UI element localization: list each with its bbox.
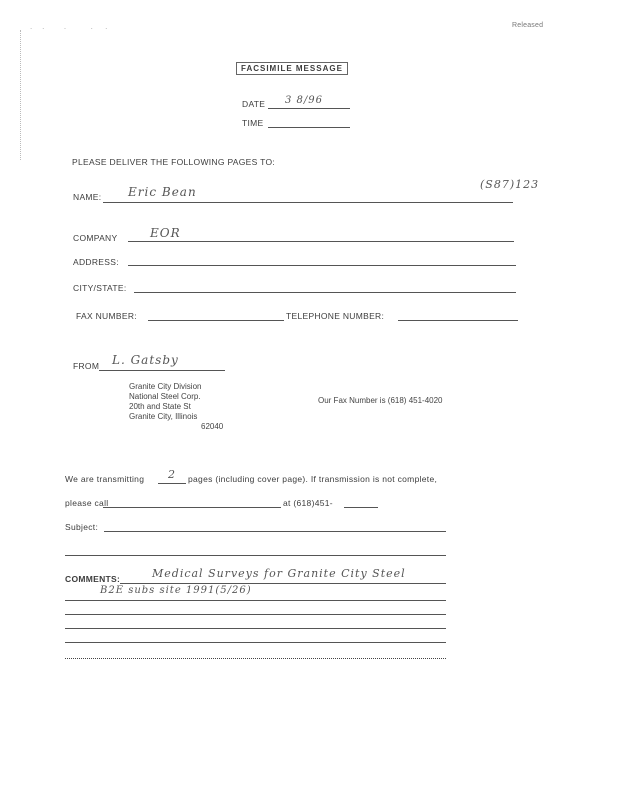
- comments-line-2: [65, 600, 446, 601]
- from-line: [99, 370, 225, 371]
- phone-prefix: at (618)451-: [283, 498, 333, 508]
- please-call-label: please call: [65, 498, 109, 508]
- comments-line-1: [120, 583, 446, 584]
- citystate-line: [134, 292, 516, 293]
- address-label: ADDRESS:: [73, 257, 119, 267]
- our-fax-number: Our Fax Number is (618) 451-4020: [318, 396, 443, 405]
- sender-line: National Steel Corp.: [129, 392, 201, 401]
- comment-line-2: B2E subs site 1991(5/26): [100, 585, 252, 596]
- telephone-line: [398, 320, 518, 321]
- comments-line-5: [65, 642, 446, 643]
- released-stamp: Released: [512, 22, 544, 29]
- date-label: DATE: [242, 99, 266, 109]
- citystate-label: CITY/STATE:: [73, 283, 127, 293]
- subject-line-2: [65, 555, 446, 556]
- company-value: EOR: [150, 226, 181, 240]
- pages-line: [158, 483, 186, 484]
- subject-label: Subject:: [65, 522, 99, 532]
- fax-number-label: FAX NUMBER:: [76, 311, 137, 321]
- subject-line: [104, 531, 446, 532]
- phone-ext-line: [344, 507, 378, 508]
- facsimile-label: FACSIMILE MESSAGE: [236, 62, 348, 75]
- pages-value: 2: [168, 468, 176, 481]
- faint-header-text: . . . . .: [30, 22, 108, 31]
- comments-line-3: [65, 614, 446, 615]
- name-label: NAME:: [73, 192, 102, 202]
- comments-line-4: [65, 628, 446, 629]
- sender-line: Granite City, Illinois: [129, 412, 198, 421]
- comment-line-1: Medical Surveys for Granite City Steel: [152, 567, 406, 580]
- name-value: Eric Bean: [128, 185, 197, 199]
- from-value: L. Gatsby: [112, 353, 179, 367]
- deliver-instruction: PLEASE DELIVER THE FOLLOWING PAGES TO:: [72, 157, 276, 167]
- name-line: [103, 202, 513, 203]
- sender-address-block: [129, 382, 223, 432]
- time-label: TIME: [242, 118, 264, 128]
- telephone-label: TELEPHONE NUMBER:: [286, 311, 385, 321]
- address-line: [128, 265, 516, 266]
- time-line: [268, 127, 350, 128]
- sender-line: 62040: [201, 422, 224, 431]
- sender-line: Granite City Division: [129, 382, 202, 391]
- please-call-line: [103, 507, 281, 508]
- company-label: COMPANY: [73, 233, 118, 243]
- margin-specks: [20, 30, 22, 160]
- transmit-pre: We are transmitting: [65, 474, 145, 484]
- from-label: FROM: [73, 361, 100, 371]
- comments-label: COMMENTS:: [65, 574, 121, 584]
- fax-number-line: [148, 320, 284, 321]
- sender-line: 20th and State St: [129, 402, 191, 411]
- company-line: [128, 241, 514, 242]
- transmit-post: pages (including cover page). If transmission is not complete,: [188, 474, 438, 484]
- reference-code: (S87)123: [480, 178, 540, 191]
- comments-line-6: [65, 658, 446, 659]
- date-value: 3 8/96: [285, 95, 323, 106]
- date-line: [268, 108, 350, 109]
